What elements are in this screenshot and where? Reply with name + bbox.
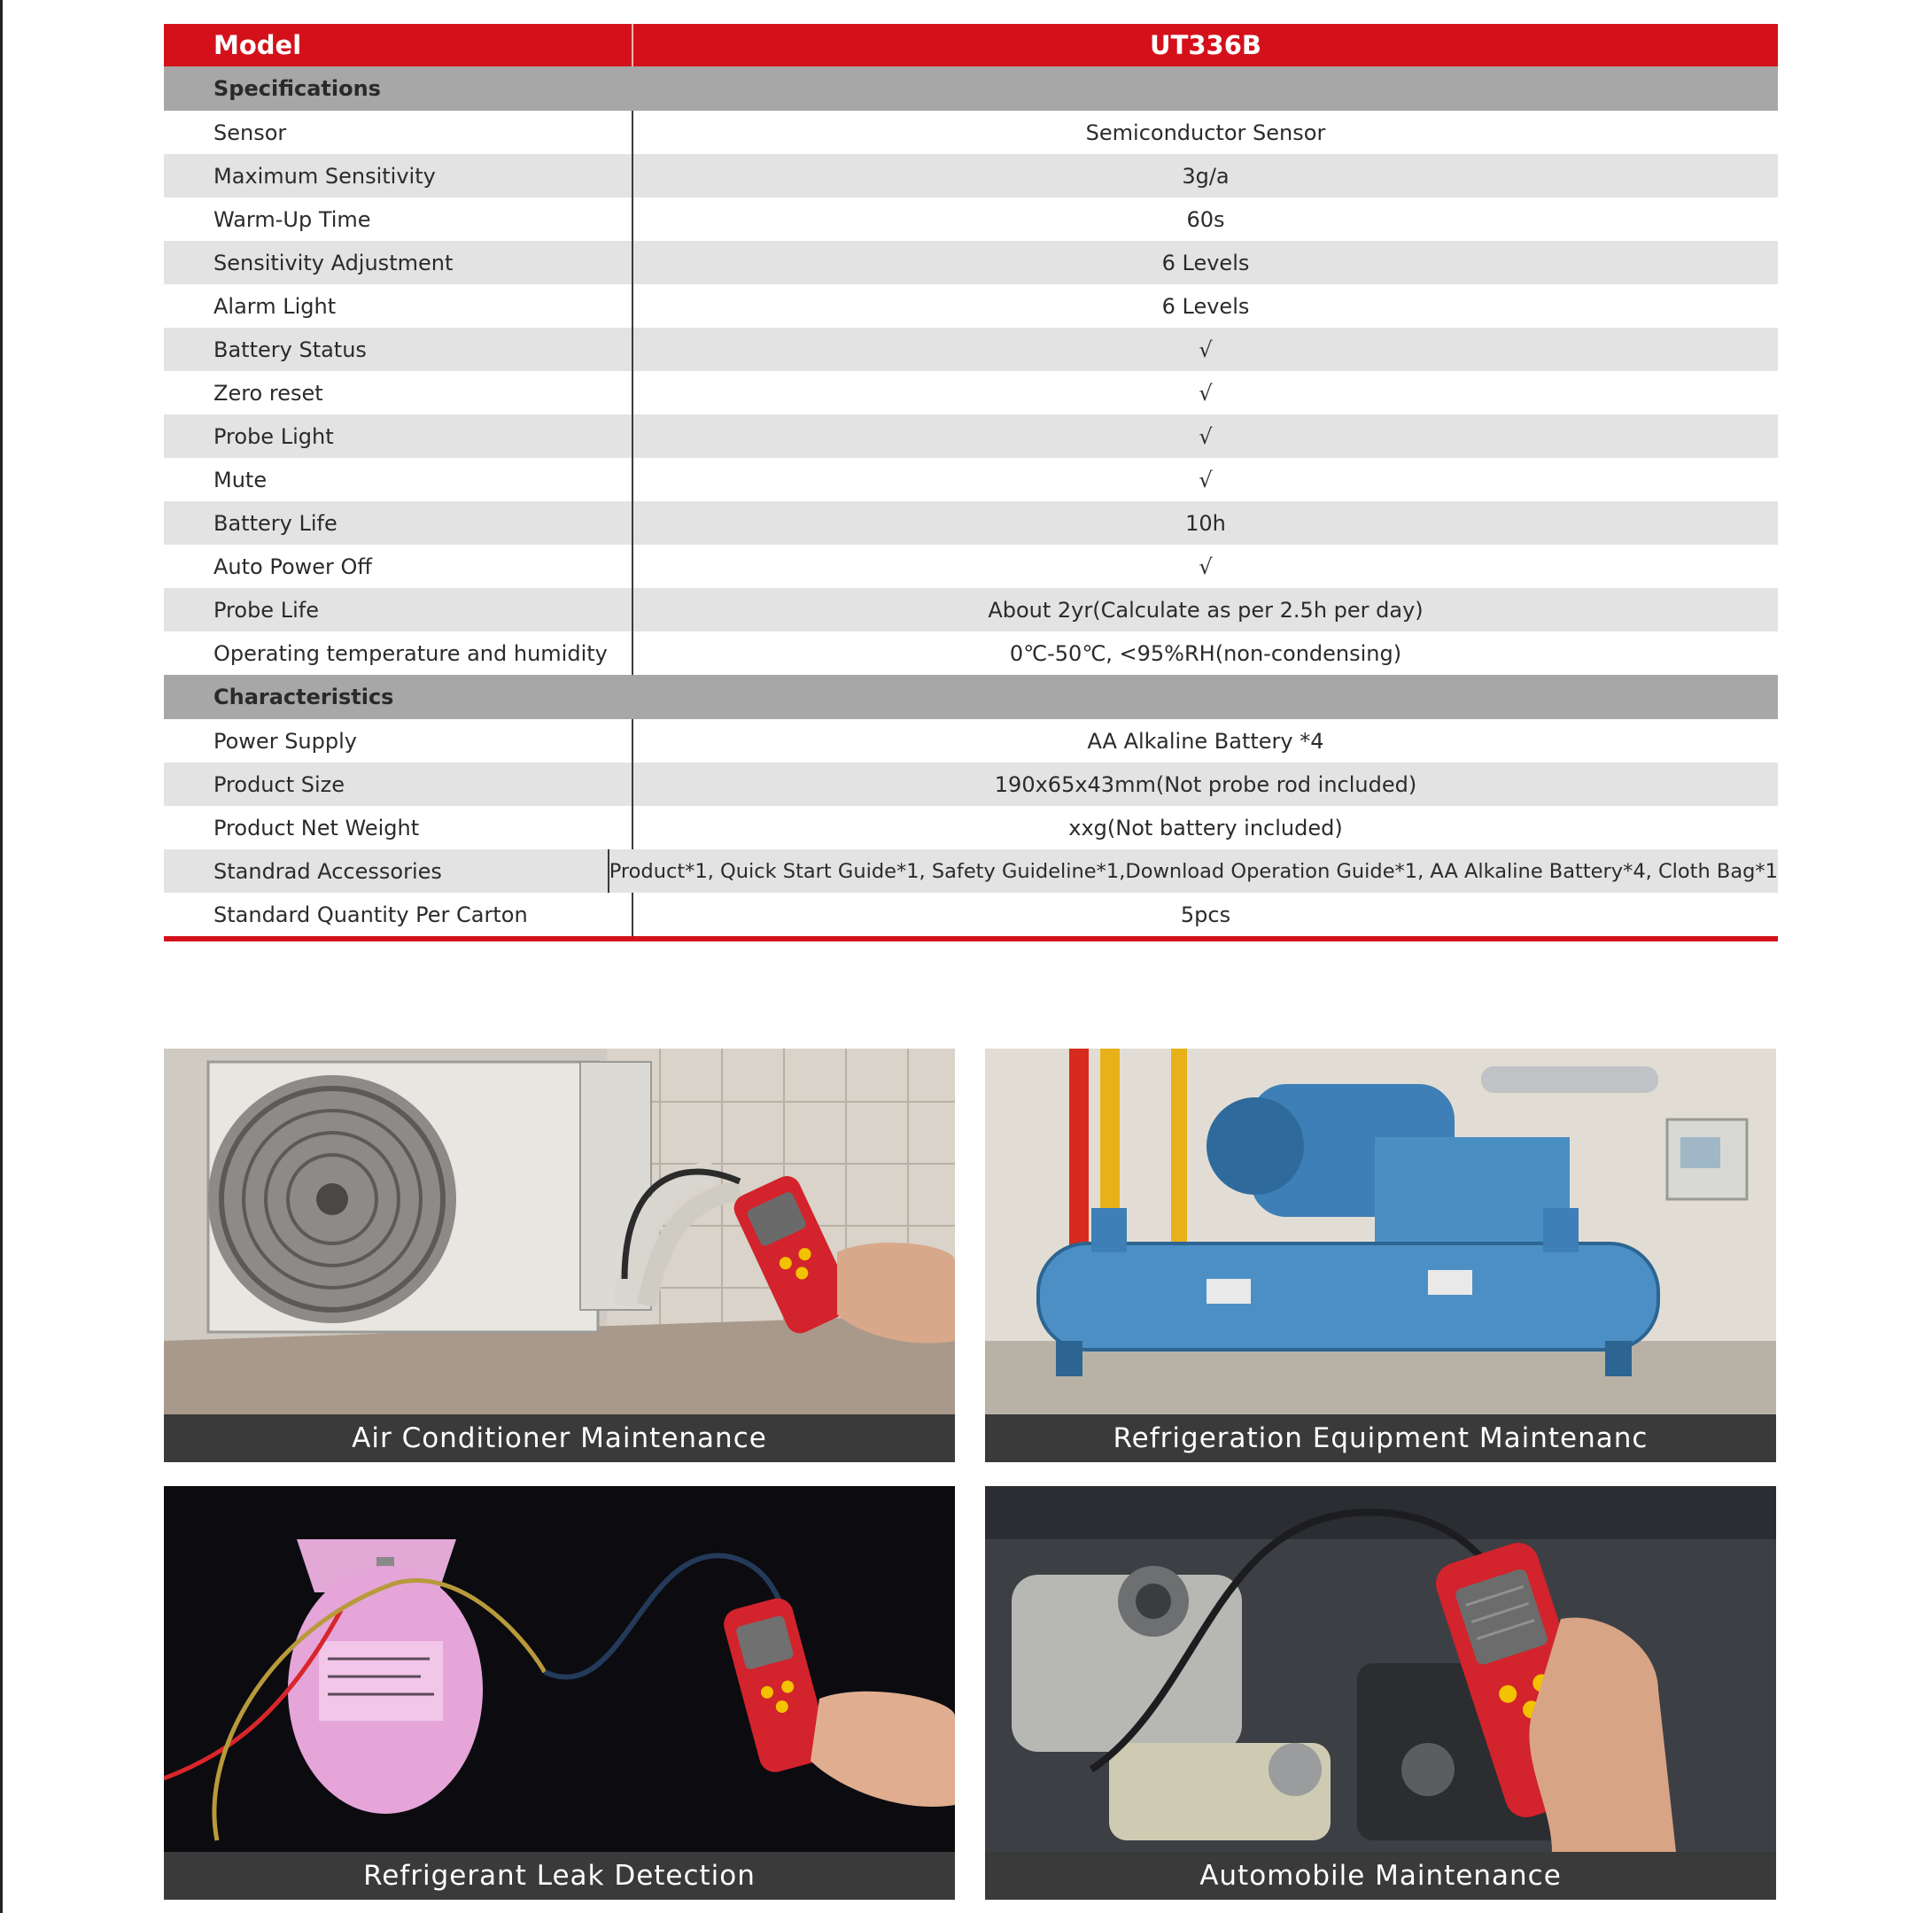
photo-refrigerant-leak [164, 1486, 955, 1900]
row-value: 6 Levels [1161, 293, 1250, 319]
table-row [164, 631, 1778, 675]
row-label: Battery Status [164, 328, 633, 371]
row-value: √ [1199, 423, 1213, 449]
row-value: √ [1199, 467, 1213, 492]
row-value: 3g/a [1182, 163, 1230, 189]
row-label: Product Size [164, 763, 633, 806]
model-label: Model [164, 24, 633, 66]
row-value: Semiconductor Sensor [1085, 120, 1326, 145]
row-value: 5pcs [1180, 902, 1231, 927]
row-label: Maximum Sensitivity [164, 154, 633, 197]
table-row [164, 719, 1778, 763]
photo-caption: Air Conditioner Maintenance [164, 1414, 955, 1462]
row-value: 190x65x43mm(Not probe rod included) [994, 771, 1417, 797]
row-label: Sensitivity Adjustment [164, 241, 633, 284]
refrigerant-leak-illustration [164, 1486, 955, 1852]
row-label: Battery Life [164, 501, 633, 545]
row-label: Standrad Accessories [164, 849, 609, 893]
row-value: 0℃-50℃, <95%RH(non-condensing) [1009, 640, 1402, 666]
row-value: AA Alkaline Battery *4 [1087, 728, 1324, 754]
table-header-row [164, 24, 1778, 66]
row-label: Power Supply [164, 719, 633, 763]
photo-caption: Refrigerant Leak Detection [164, 1852, 955, 1900]
left-edge-line [0, 0, 3, 1913]
air-conditioner-illustration [164, 1049, 955, 1414]
table-row [164, 763, 1778, 806]
table-row [164, 501, 1778, 545]
row-value: xxg(Not battery included) [1068, 815, 1343, 840]
section-title: Characteristics [213, 685, 394, 709]
row-value: 6 Levels [1161, 250, 1250, 275]
photo-automobile [985, 1486, 1776, 1900]
row-label: Operating temperature and humidity [164, 631, 633, 675]
row-value: Product*1, Quick Start Guide*1, Safety Guideline*1,Download Operation Guide*1, AA Alkaline Battery*4, Cloth Bag*1 [609, 859, 1778, 883]
table-row [164, 806, 1778, 849]
spec-table [164, 24, 1778, 941]
table-row [164, 414, 1778, 458]
row-value: 60s [1186, 206, 1225, 232]
table-row [164, 197, 1778, 241]
model-value: UT336B [1150, 30, 1261, 60]
row-value: About 2yr(Calculate as per 2.5h per day) [988, 597, 1424, 623]
row-label: Probe Life [164, 588, 633, 631]
photo-air-conditioner [164, 1049, 955, 1462]
row-label: Alarm Light [164, 284, 633, 328]
table-row [164, 111, 1778, 154]
table-row [164, 458, 1778, 501]
row-label: Zero reset [164, 371, 633, 414]
section-title: Specifications [213, 76, 381, 101]
table-row [164, 588, 1778, 631]
table-row [164, 849, 1778, 893]
row-value: 10h [1185, 510, 1226, 536]
photo-refrigeration-equipment [985, 1049, 1776, 1462]
table-row [164, 328, 1778, 371]
section-header-specifications [164, 66, 1778, 111]
automobile-engine-illustration [985, 1486, 1776, 1852]
row-label: Warm-Up Time [164, 197, 633, 241]
row-label: Standard Quantity Per Carton [164, 893, 633, 936]
table-bottom-rule [164, 936, 1778, 941]
section-header-characteristics [164, 675, 1778, 719]
table-row [164, 284, 1778, 328]
refrigeration-equipment-illustration [985, 1049, 1776, 1414]
photo-caption: Automobile Maintenance [985, 1852, 1776, 1900]
row-label: Mute [164, 458, 633, 501]
row-label: Auto Power Off [164, 545, 633, 588]
table-row [164, 371, 1778, 414]
row-label: Probe Light [164, 414, 633, 458]
table-row [164, 545, 1778, 588]
row-label: Sensor [164, 111, 633, 154]
table-row [164, 241, 1778, 284]
row-value: √ [1199, 554, 1213, 579]
table-row [164, 154, 1778, 197]
photo-caption: Refrigeration Equipment Maintenanc [985, 1414, 1776, 1462]
table-row [164, 893, 1778, 936]
row-value: √ [1199, 380, 1213, 406]
row-value: √ [1199, 337, 1213, 362]
row-label: Product Net Weight [164, 806, 633, 849]
